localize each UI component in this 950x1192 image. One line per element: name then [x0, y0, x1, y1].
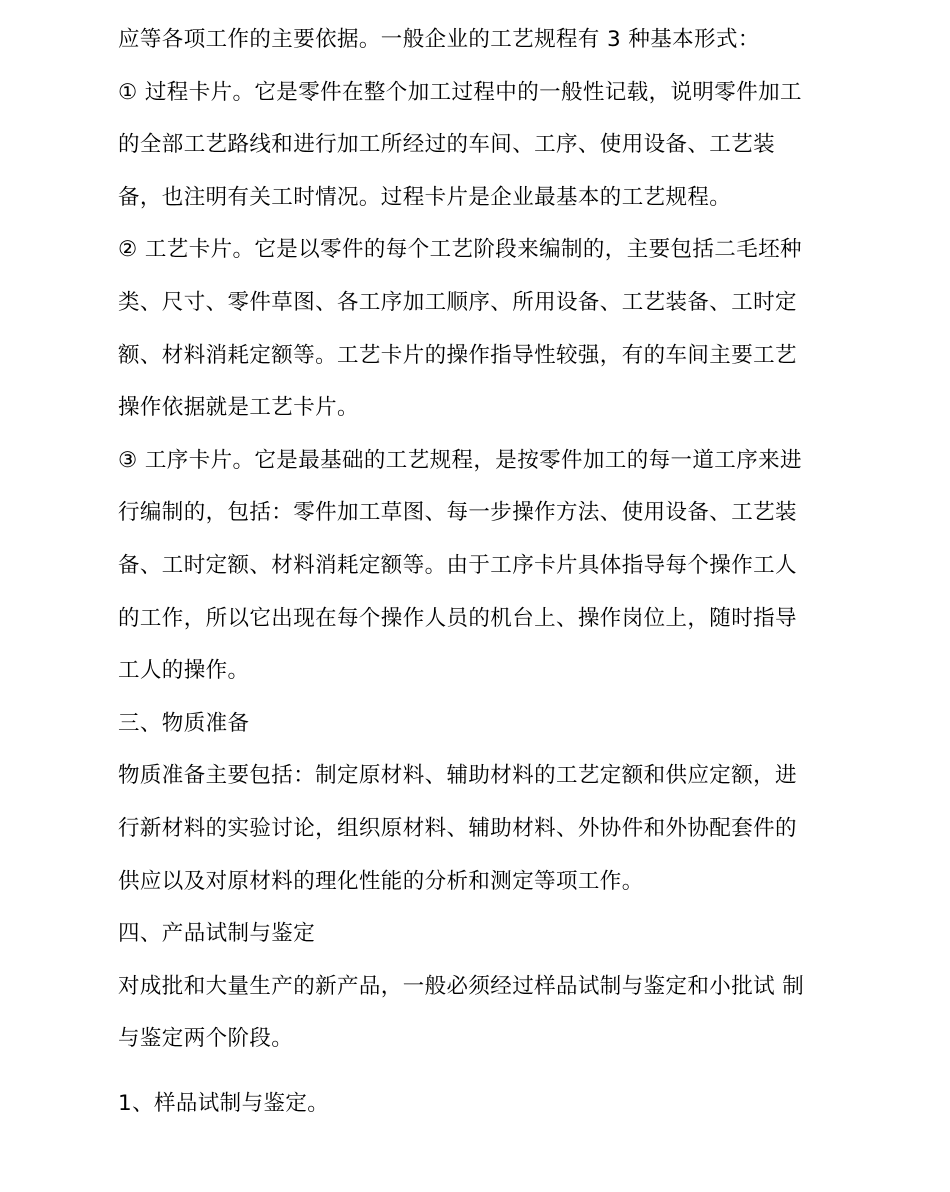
text-line: 操作依据就是工艺卡片。: [118, 395, 359, 421]
text-line: ① 过程卡片。它是零件在整个加工过程中的一般性记载，说明零件加工: [118, 79, 802, 105]
section-heading: 三、物质准备: [118, 710, 250, 736]
subsection-heading: 1、样品试制与鉴定。: [118, 1090, 330, 1116]
text-line: 备、工时定额、材料消耗定额等。由于工序卡片具体指导每个操作工人: [118, 552, 797, 578]
text-line: ② 工艺卡片。它是以零件的每个工艺阶段来编制的，主要包括二毛坯种: [118, 237, 802, 263]
text-line: 与鉴定两个阶段。: [118, 1026, 294, 1052]
text-line: 行编制的，包括：零件加工草图、每一步操作方法、使用设备、工艺装: [118, 500, 797, 526]
text-line: 行新材料的实验讨论，组织原材料、辅助材料、外协件和外协配套件的: [118, 815, 797, 841]
text-line: 的工作，所以它出现在每个操作人员的机台上、操作岗位上，随时指导: [118, 605, 797, 631]
document-page: [118, 14, 840, 1130]
text-line: 应等各项工作的主要依据。一般企业的工艺规程有 3 种基本形式：: [118, 27, 760, 52]
text-line: 备，也注明有关工时情况。过程卡片是企业最基本的工艺规程。: [118, 184, 732, 210]
paragraph-gap: [118, 1066, 840, 1078]
text-line: 类、尺寸、零件草图、各工序加工顺序、所用设备、工艺装备、工时定: [118, 289, 797, 315]
section-heading: 四、产品试制与鉴定: [118, 921, 316, 947]
text-line: 对成批和大量生产的新产品，一般必须经过样品试制与鉴定和小批试 制: [118, 973, 805, 999]
text-line: 的全部工艺路线和进行加工所经过的车间、工序、使用设备、工艺装: [118, 132, 776, 158]
text-line: 额、材料消耗定额等。工艺卡片的操作指导性较强，有的车间主要工艺: [118, 342, 797, 368]
text-line: 工人的操作。: [118, 658, 250, 684]
text-line: 物质准备主要包括：制定原材料、辅助材料的工艺定额和供应定额，进: [118, 763, 797, 789]
text-line: ③ 工序卡片。它是最基础的工艺规程，是按零件加工的每一道工序来进: [118, 447, 802, 473]
text-line: 供应以及对原材料的理化性能的分析和测定等项工作。: [118, 868, 644, 894]
